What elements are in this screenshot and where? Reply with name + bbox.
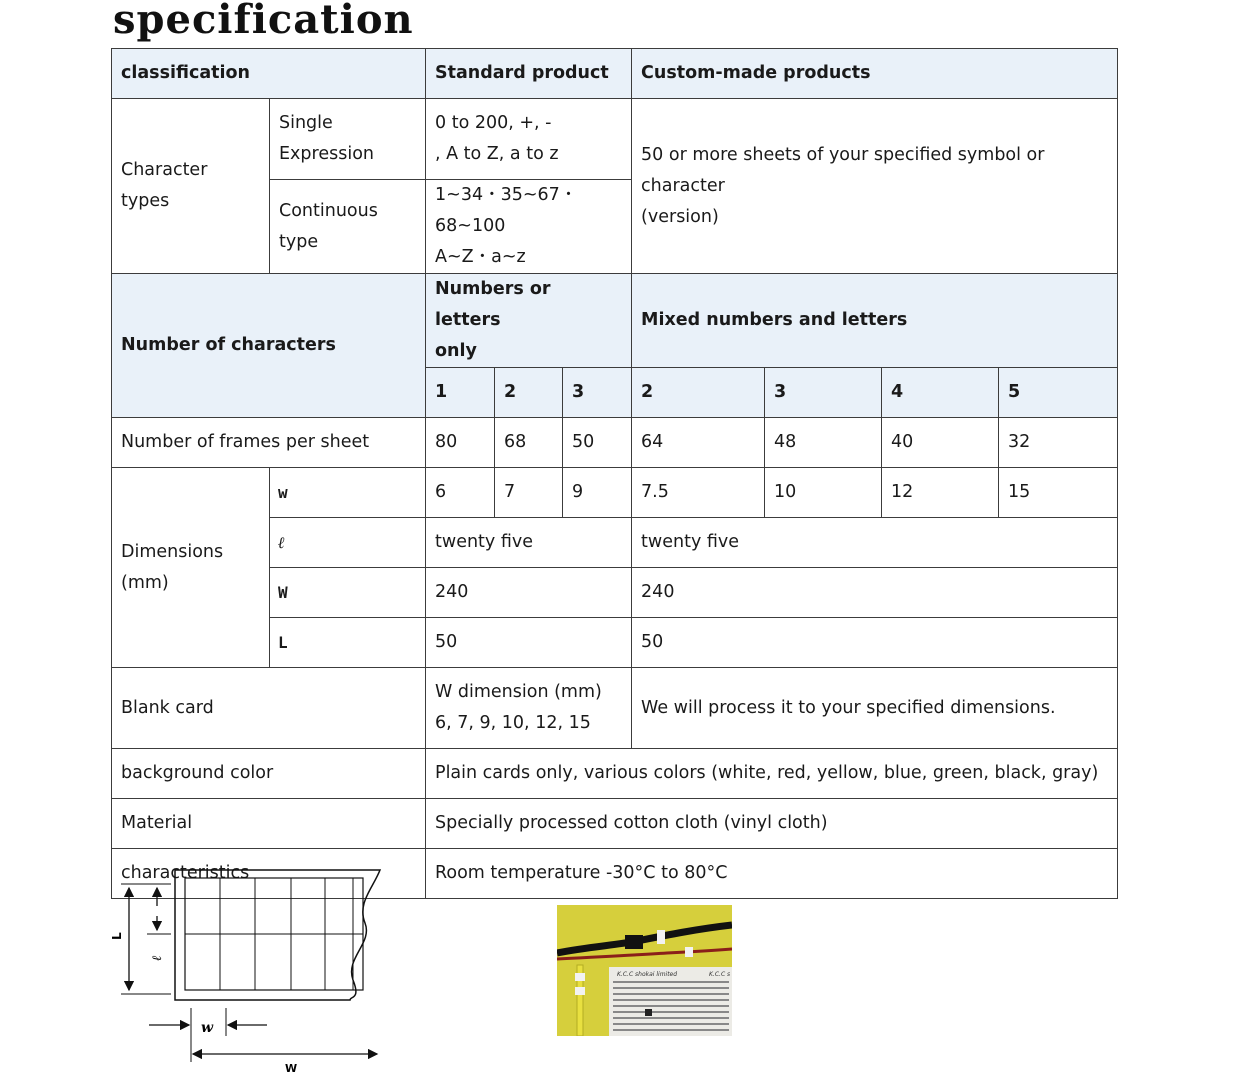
header-row (112, 49, 1118, 99)
background-color-value: Plain cards only, various colors (white, red, yellow, blue, green, black, gray) (426, 749, 1118, 799)
continuous-label-line1: Continuous (279, 200, 378, 221)
blank-card-standard (426, 668, 632, 749)
dimension-L-standard: 50 (426, 618, 632, 668)
specification-table (111, 48, 1118, 899)
dimension-symbol-W: W (270, 568, 426, 618)
dimension-cell: 12 (882, 468, 999, 518)
blank-card-label: Blank card (112, 668, 426, 749)
header-standard-product: Standard product (426, 49, 632, 99)
cable-clip (625, 935, 643, 949)
wire-marker (575, 973, 585, 981)
sheet-outline (175, 870, 380, 1000)
continuous-value-line2: A~Z・a~z (435, 247, 526, 267)
table-row (112, 99, 1118, 180)
single-value-line2: , A to Z, a to z (435, 144, 559, 164)
frames-cell: 32 (999, 418, 1118, 468)
removed-marker (645, 1009, 652, 1016)
character-types-label: Character types (112, 99, 270, 274)
table-row (112, 799, 1118, 849)
card-dimension-diagram (105, 868, 395, 1073)
dimensions-label-line1: Dimensions (121, 541, 224, 562)
custom-character-types (632, 99, 1118, 274)
continuous-label-line2: type (279, 231, 319, 252)
characteristics-label: characteristics (112, 849, 426, 899)
cable-marker (657, 930, 665, 944)
product-photo-drawing (557, 905, 732, 1036)
dimension-l-custom: twenty five (632, 518, 1118, 568)
dimension-W-standard: 240 (426, 568, 632, 618)
frames-cell: 40 (882, 418, 999, 468)
blank-card-line2: 6, 7, 9, 10, 12, 15 (435, 713, 591, 733)
table-row (112, 418, 1118, 468)
dimension-L-custom: 50 (632, 618, 1118, 668)
dimension-W-custom: 240 (632, 568, 1118, 618)
material-label: Material (112, 799, 426, 849)
table-row (112, 749, 1118, 799)
frames-cell: 50 (563, 418, 632, 468)
continuous-type-label (270, 180, 426, 274)
blank-card-line1: W dimension (mm) (435, 682, 602, 702)
count-cell: 3 (765, 368, 882, 418)
wire-marker (575, 987, 585, 995)
dimension-l-standard: twenty five (426, 518, 632, 568)
material-value: Specially processed cotton cloth (vinyl cloth) (426, 799, 1118, 849)
number-of-characters-label: Number of characters (112, 274, 426, 418)
frames-per-sheet-label: Number of frames per sheet (112, 418, 426, 468)
dimension-cell: 7.5 (632, 468, 765, 518)
table-row (112, 468, 1118, 518)
dimension-symbol-L: L (270, 618, 426, 668)
dimension-cell: 9 (563, 468, 632, 518)
blank-card-custom: We will process it to your specified dimensions. (632, 668, 1118, 749)
diagram-label-L: L (110, 932, 124, 940)
numbers-only-line1: Numbers or letters (435, 279, 551, 330)
single-label-line1: Single (279, 113, 333, 133)
dimension-cell: 7 (495, 468, 563, 518)
frames-cell: 68 (495, 418, 563, 468)
count-cell: 2 (495, 368, 563, 418)
header-classification: classification (112, 49, 426, 99)
dimension-cell: 15 (999, 468, 1118, 518)
diagram-label-W: W (285, 1062, 298, 1073)
custom-char-line1: 50 or more sheets of your specified symbol or character (641, 144, 1045, 196)
numbers-or-letters-only (426, 274, 632, 368)
background-color-label: background color (112, 749, 426, 799)
dimension-cell: 6 (426, 468, 495, 518)
page-title: specification (113, 0, 414, 43)
card-caption: K.C.C shokai limited (617, 971, 678, 978)
header-custom-products: Custom-made products (632, 49, 1118, 99)
card-caption-short: K.C.C s (709, 971, 731, 978)
numbers-only-line2: only (435, 341, 477, 361)
table-row (112, 274, 1118, 368)
dimension-symbol-l: ℓ (270, 518, 426, 568)
single-expression-value (426, 99, 632, 180)
single-label-line2: Expression (279, 144, 374, 164)
frames-cell: 64 (632, 418, 765, 468)
frames-cell: 48 (765, 418, 882, 468)
count-cell: 4 (882, 368, 999, 418)
dimensions-label (112, 468, 270, 668)
frames-cell: 80 (426, 418, 495, 468)
count-cell: 5 (999, 368, 1118, 418)
dimension-cell: 10 (765, 468, 882, 518)
diagram-label-w: w (201, 1020, 214, 1036)
table-row (112, 668, 1118, 749)
single-expression-label (270, 99, 426, 180)
product-photo (557, 905, 732, 1036)
dimension-symbol-w: w (270, 468, 426, 518)
count-cell: 1 (426, 368, 495, 418)
diagram-label-l: ℓ (150, 955, 165, 961)
continuous-value-line1: 1~34・35~67・68~100 (435, 185, 578, 236)
mixed-numbers-and-letters: Mixed numbers and letters (632, 274, 1118, 368)
cable-marker (685, 947, 693, 957)
count-cell: 3 (563, 368, 632, 418)
dimensions-label-line2: (mm) (121, 572, 169, 593)
continuous-type-value (426, 180, 632, 274)
count-cell: 2 (632, 368, 765, 418)
custom-char-line2: (version) (641, 206, 719, 227)
characteristics-value: Room temperature -30°C to 80°C (426, 849, 1118, 899)
single-value-line1: 0 to 200, +, - (435, 113, 552, 133)
